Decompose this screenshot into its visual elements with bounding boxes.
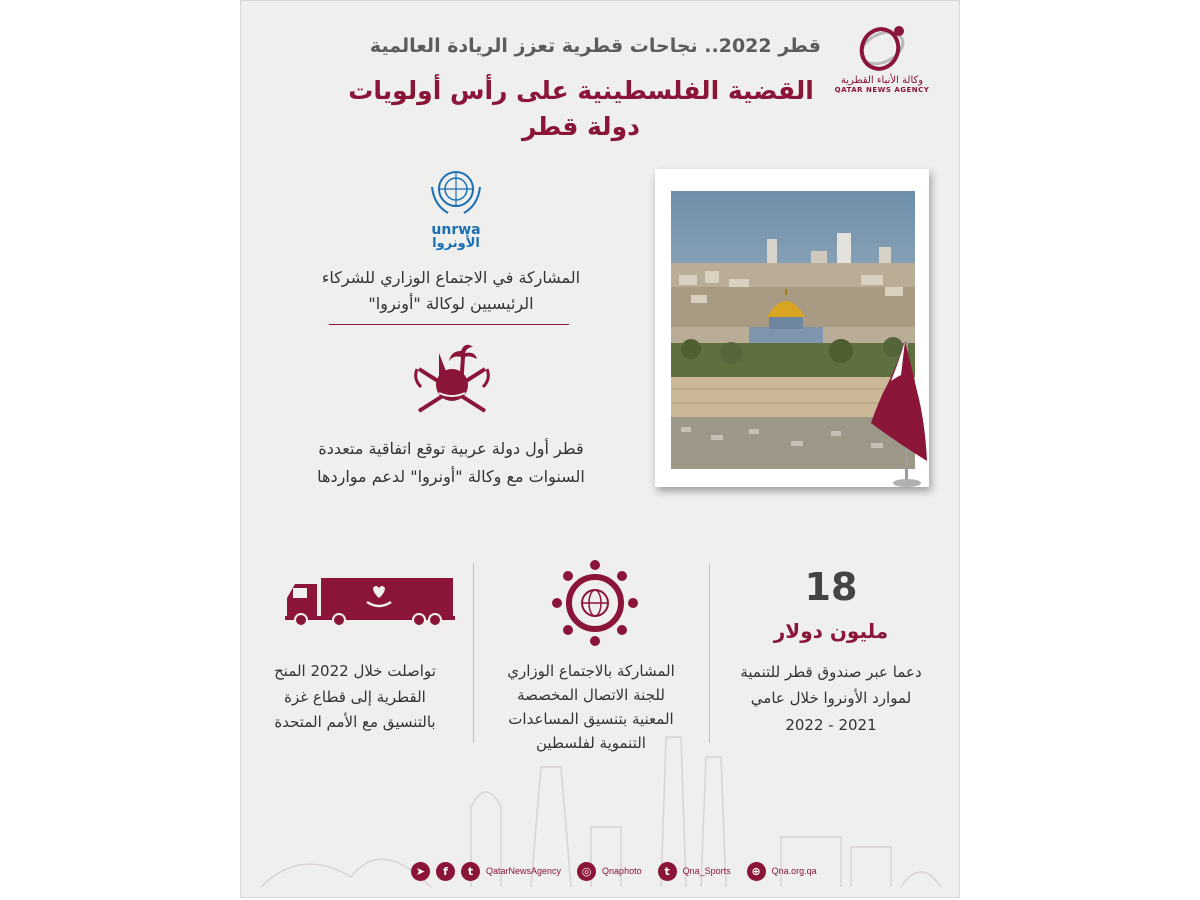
infographic-card bbox=[240, 0, 960, 898]
qatar-emblem-icon bbox=[409, 339, 495, 425]
gaza-line2: القطرية إلى قطاع غزة bbox=[284, 687, 426, 706]
twitter-icon[interactable]: t bbox=[461, 862, 480, 881]
item-multiyear-agreement bbox=[291, 435, 611, 491]
network-globe-icon bbox=[547, 557, 643, 649]
website-link[interactable]: Qna.org.qa bbox=[771, 866, 817, 876]
column-divider bbox=[709, 563, 710, 743]
unrwa-logo bbox=[421, 167, 491, 250]
twitter-icon[interactable]: t bbox=[658, 862, 677, 881]
committee-line2: للجنة الاتصال المخصصة bbox=[517, 686, 665, 704]
qatar-flag bbox=[865, 301, 935, 491]
gaza-line1: تواصلت خلال 2022 المنح bbox=[274, 662, 436, 680]
divider bbox=[329, 324, 569, 325]
handle-sports[interactable]: Qna_Sports bbox=[682, 866, 731, 876]
qna-logo-icon bbox=[847, 21, 917, 73]
truck-icon bbox=[285, 576, 455, 628]
agency-name-ar: وكالة الأنباء القطرية bbox=[840, 75, 924, 86]
column-divider bbox=[473, 563, 474, 743]
headline bbox=[341, 73, 821, 146]
committee-line3: المعنية بتنسيق المساعدات bbox=[508, 710, 674, 728]
funding-line1: دعما عبر صندوق قطر للتنمية bbox=[740, 663, 922, 681]
qna-logo bbox=[827, 21, 937, 94]
agency-name-en: QATAR NEWS AGENCY bbox=[834, 86, 930, 94]
item2-line2: السنوات مع وكالة "أونروا" لدعم مواردها bbox=[317, 467, 585, 486]
unrwa-text-en: unrwa bbox=[431, 222, 481, 238]
gaza-grants-text bbox=[255, 659, 455, 736]
telegram-icon[interactable]: ➤ bbox=[411, 862, 430, 881]
globe-icon[interactable]: ⊕ bbox=[747, 862, 766, 881]
unrwa-text-ar: الأونروا bbox=[432, 236, 480, 251]
instagram-icon[interactable]: ◎ bbox=[577, 862, 596, 881]
item2-line1: قطر أول دولة عربية توقع اتفاقية متعددة bbox=[318, 439, 584, 458]
funding-unit: مليون دولار bbox=[773, 619, 889, 643]
item-ministerial-meeting bbox=[301, 265, 601, 318]
facebook-icon[interactable]: f bbox=[436, 862, 455, 881]
social-bar bbox=[411, 858, 827, 884]
funding-text bbox=[711, 659, 951, 738]
funding-number: 18 bbox=[804, 565, 858, 609]
item1-line1: المشاركة في الاجتماع الوزاري للشركاء bbox=[321, 268, 581, 287]
gaza-line3: بالتنسيق مع الأمم المتحدة bbox=[274, 713, 436, 731]
unrwa-emblem-icon bbox=[426, 167, 486, 217]
funding-line3: 2021 - 2022 bbox=[785, 715, 877, 734]
header-kicker: قطر 2022.. نجاحات قطرية تعزز الريادة العالمية bbox=[369, 35, 821, 57]
headline-line2: دولة قطر bbox=[522, 112, 640, 142]
handle-main[interactable]: QatarNewsAgency bbox=[486, 866, 562, 876]
handle-photo[interactable]: Qnaphoto bbox=[602, 866, 642, 876]
committee-line4: التنموية لفلسطين bbox=[536, 734, 646, 752]
item1-line2: الرئيسيين لوكالة "أونروا" bbox=[368, 294, 534, 314]
headline-line1: القضية الفلسطينية على رأس أولويات bbox=[348, 76, 814, 105]
funding-line2: لموارد الأونروا خلال عامي bbox=[750, 689, 912, 708]
committee-line1: المشاركة بالاجتماع الوزاري bbox=[507, 662, 675, 680]
